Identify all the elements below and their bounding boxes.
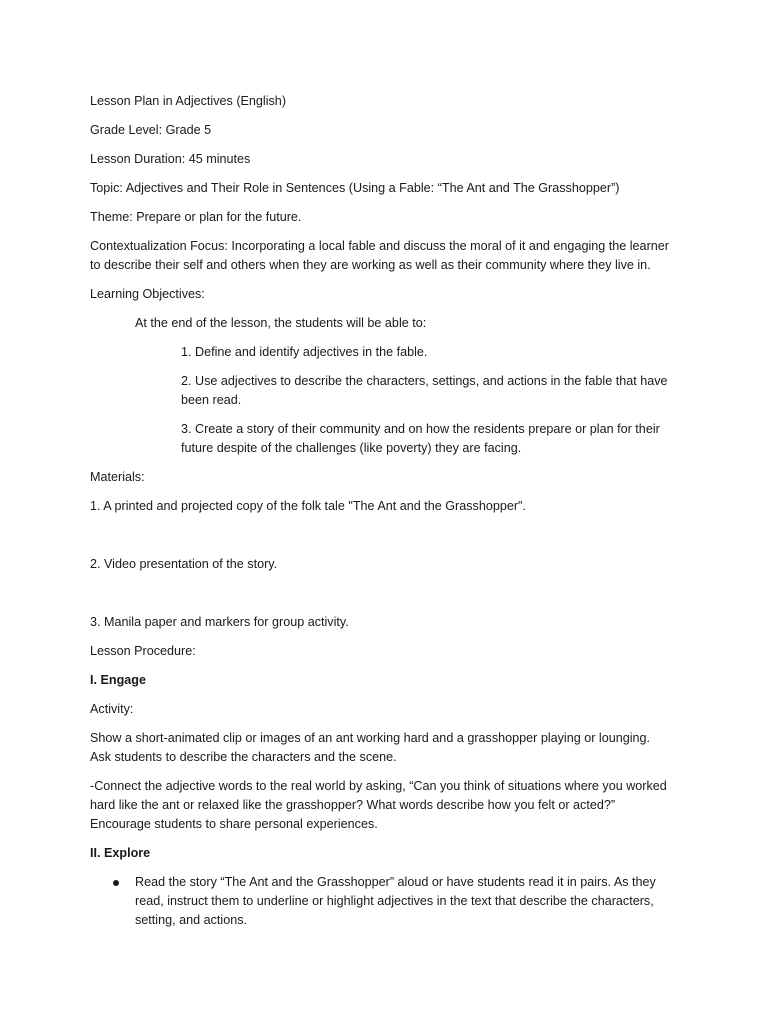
grade-level: Grade Level: Grade 5 — [90, 123, 212, 137]
lesson-duration: Lesson Duration: 45 minutes — [90, 152, 251, 166]
procedure-heading: Lesson Procedure: — [90, 644, 196, 658]
engage-heading: I. Engage — [90, 673, 146, 687]
objectives-intro: At the end of the lesson, the students will be able to: — [135, 316, 427, 330]
list-item — [90, 873, 673, 930]
bullet-icon — [113, 880, 119, 886]
theme: Theme: Prepare or plan for the future. — [90, 210, 302, 224]
doc-title: Lesson Plan in Adjectives (English) — [90, 94, 287, 108]
materials-heading: Materials: — [90, 470, 145, 484]
activity-label: Activity: — [90, 702, 134, 716]
objective-item: 1. Define and identify adjectives in the fable. — [181, 345, 428, 359]
explore-heading: II. Explore — [90, 846, 151, 860]
objective-item: 2. Use adjectives to describe the characters, settings, and actions in the fable that have been read. — [181, 374, 668, 407]
explore-bullet-text: Read the story “The Ant and the Grasshopper” aloud or have students read it in pairs. As they read, instruct them to underline or highlight adjectives in the text that describe the characters, setting, and actions. — [135, 875, 656, 927]
contextualization-focus: Contextualization Focus: Incorporating a local fable and discuss the moral of it and engaging the learner to describe their self and others when they are working as well as their community where they live in. — [90, 239, 669, 272]
material-item: 1. A printed and projected copy of the folk tale "The Ant and the Grasshopper". — [90, 499, 527, 513]
spacer — [90, 526, 673, 555]
material-item: 3. Manila paper and markers for group activity. — [90, 615, 349, 629]
material-item: 2. Video presentation of the story. — [90, 557, 278, 571]
engage-paragraph: -Connect the adjective words to the real world by asking, “Can you think of situations where you worked hard like the ant or relaxed like the grasshopper? What words describe how you felt or acted?” Encourage students to share personal experiences. — [90, 779, 667, 831]
spacer — [90, 584, 673, 613]
topic: Topic: Adjectives and Their Role in Sentences (Using a Fable: “The Ant and The Grasshopper”) — [90, 181, 620, 195]
objective-item: 3. Create a story of their community and on how the residents prepare or plan for their future despite of the challenges (like poverty) they are facing. — [181, 422, 660, 455]
explore-list — [90, 873, 673, 930]
objectives-heading: Learning Objectives: — [90, 287, 205, 301]
engage-paragraph: Show a short-animated clip or images of an ant working hard and a grasshopper playing or lounging. Ask students to describe the characters and the scene. — [90, 731, 651, 764]
